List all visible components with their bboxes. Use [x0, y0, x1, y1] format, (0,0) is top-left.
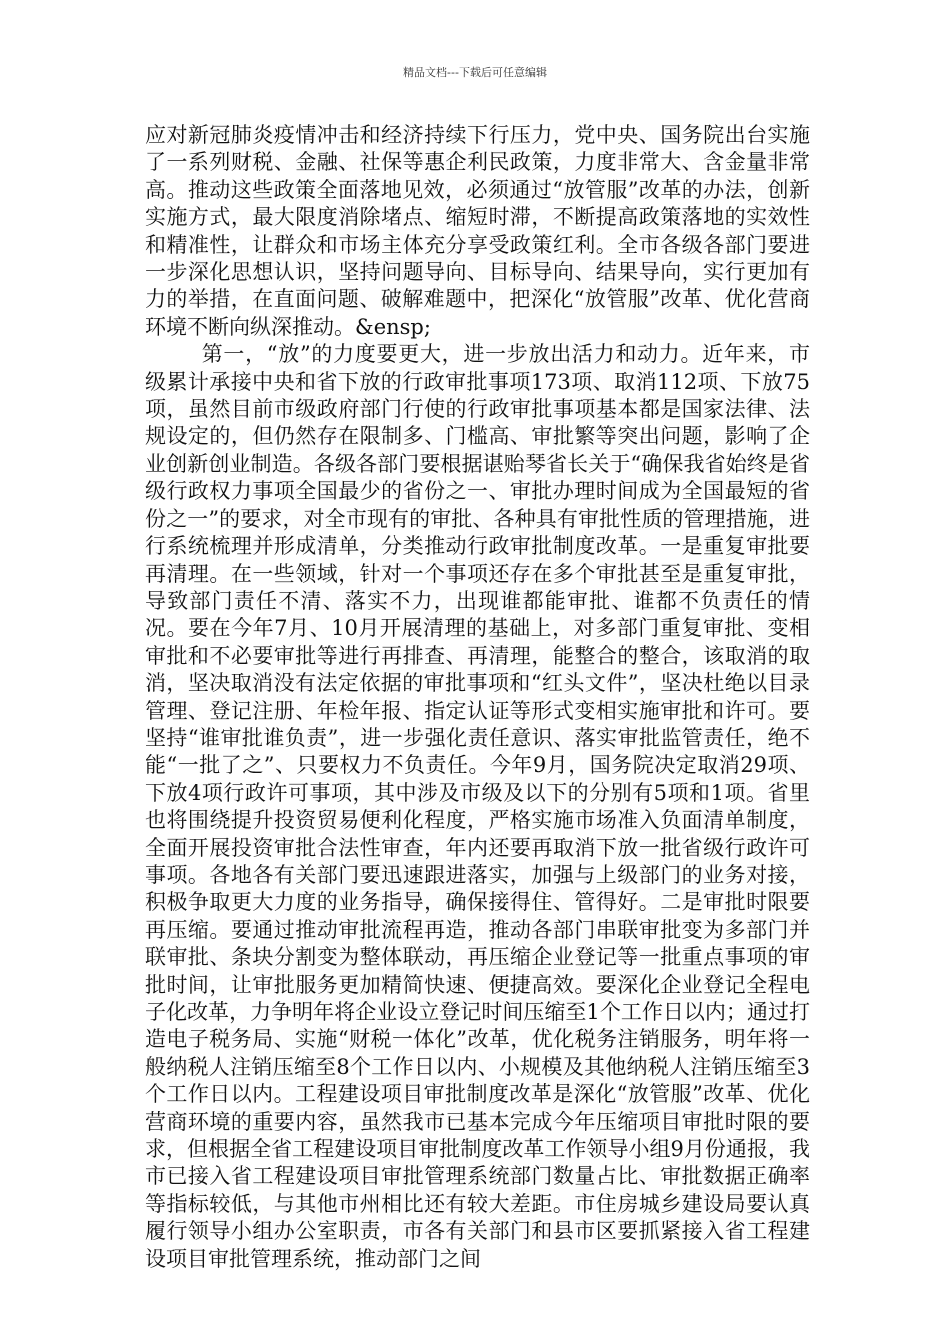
document-body [145, 122, 810, 1273]
page-header: 精品文档---下载后可任意编辑 [403, 66, 547, 79]
paragraph-1: 应对新冠肺炎疫情冲击和经济持续下行压力，党中央、国务院出台实施了一系列财税、金融、社保等惠企利民政策，力度非常大、含金量非常高。推动这些政策全面落地见效，必须通过“放管服”改革的办法，创新实施方式，最大限度消除堵点、缩短时滞，不断提高政策落地的实效性和精准性，让群众和市场主体充分享受政策红利。全市各级各部门要进一步深化思想认识，坚持问题导向、目标导向、结果导向，实行更加有力的举措，在直面问题、破解难题中，把深化“放管服”改革、优化营商环境不断向纵深推动。&ensp; [145, 123, 810, 339]
paragraph-2: 第一，“放”的力度要更大，进一步放出活力和动力。近年来，市级累计承接中央和省下放的行政审批事项173项、取消112项、下放75项，虽然目前市级政府部门行使的行政审批事项基本都是国家法律、法规设定的，但仍然存在限制多、门槛高、审批繁等突出问题，影响了企业创新创业制造。各级各部门要根据谌贻琴省长关于“确保我省始终是省级行政权力事项全国最少的省份之一、审批办理时间成为全国最短的省份之一”的要求，对全市现有的审批、各种具有审批性质的管理措施，进行系统梳理并形成清单，分类推动行政审批制度改革。一是重复审批要再清理。在一些领域，针对一个事项还存在多个审批甚至是重复审批，导致部门责任不清、落实不力，出现谁都能审批、谁都不负责任的情况。要在今年7月、10月开展清理的基础上，对多部门重复审批、变相审批和不必要审批等进行再排查、再清理，能整合的整合，该取消的取消，坚决取消没有法定依据的审批事项和“红头文件”，坚决杜绝以目录管理、登记注册、年检年报、指定认证等形式变相实施审批和许可。要坚持“谁审批谁负责”，进一步强化责任意识、落实审批监管责任，绝不能“一批了之”、只要权力不负责任。今年9月，国务院决定取消29项、下放4项行政许可事项，其中涉及市级及以下的分别有5项和1项。省里也将围绕提升投资贸易便利化程度，严格实施市场准入负面清单制度，全面开展投资审批合法性审查，年内还要再取消下放一批省级行政许可事项。各地各有关部门要迅速跟进落实，加强与上级部门的业务对接，积极争取更大力度的业务指导，确保接得住、管得好。二是审批时限要再压缩。要通过推动审批流程再造，推动各部门串联审批变为多部门并联审批、条块分割变为整体联动，再压缩企业登记等一批重点事项的审批时间，让审批服务更加精简快速、便捷高效。要深化企业登记全程电子化改革，力争明年将企业设立登记时间压缩至1个工作日以内；通过打造电子税务局、实施“财税一体化”改革，优化税务注销服务，明年将一般纳税人注销压缩至8个工作日以内、小规模及其他纳税人注销压缩至3个工作日以内。工程建设项目审批制度改革是深化“放管服”改革、优化营商环境的重要内容，虽然我市已基本完成今年压缩项目审批时限的要求，但根据全省工程建设项目审批制度改革工作领导小组9月份通报，我市已接入省工程建设项目审批管理系统部门数量占比、审批数据正确率等指标较低，与其他市州相比还有较大差距。市住房城乡建设局要认真履行领导小组办公室职责，市各有关部门和县市区要抓紧接入省工程建设项目审批管理系统，推动部门之间 [145, 342, 810, 1271]
